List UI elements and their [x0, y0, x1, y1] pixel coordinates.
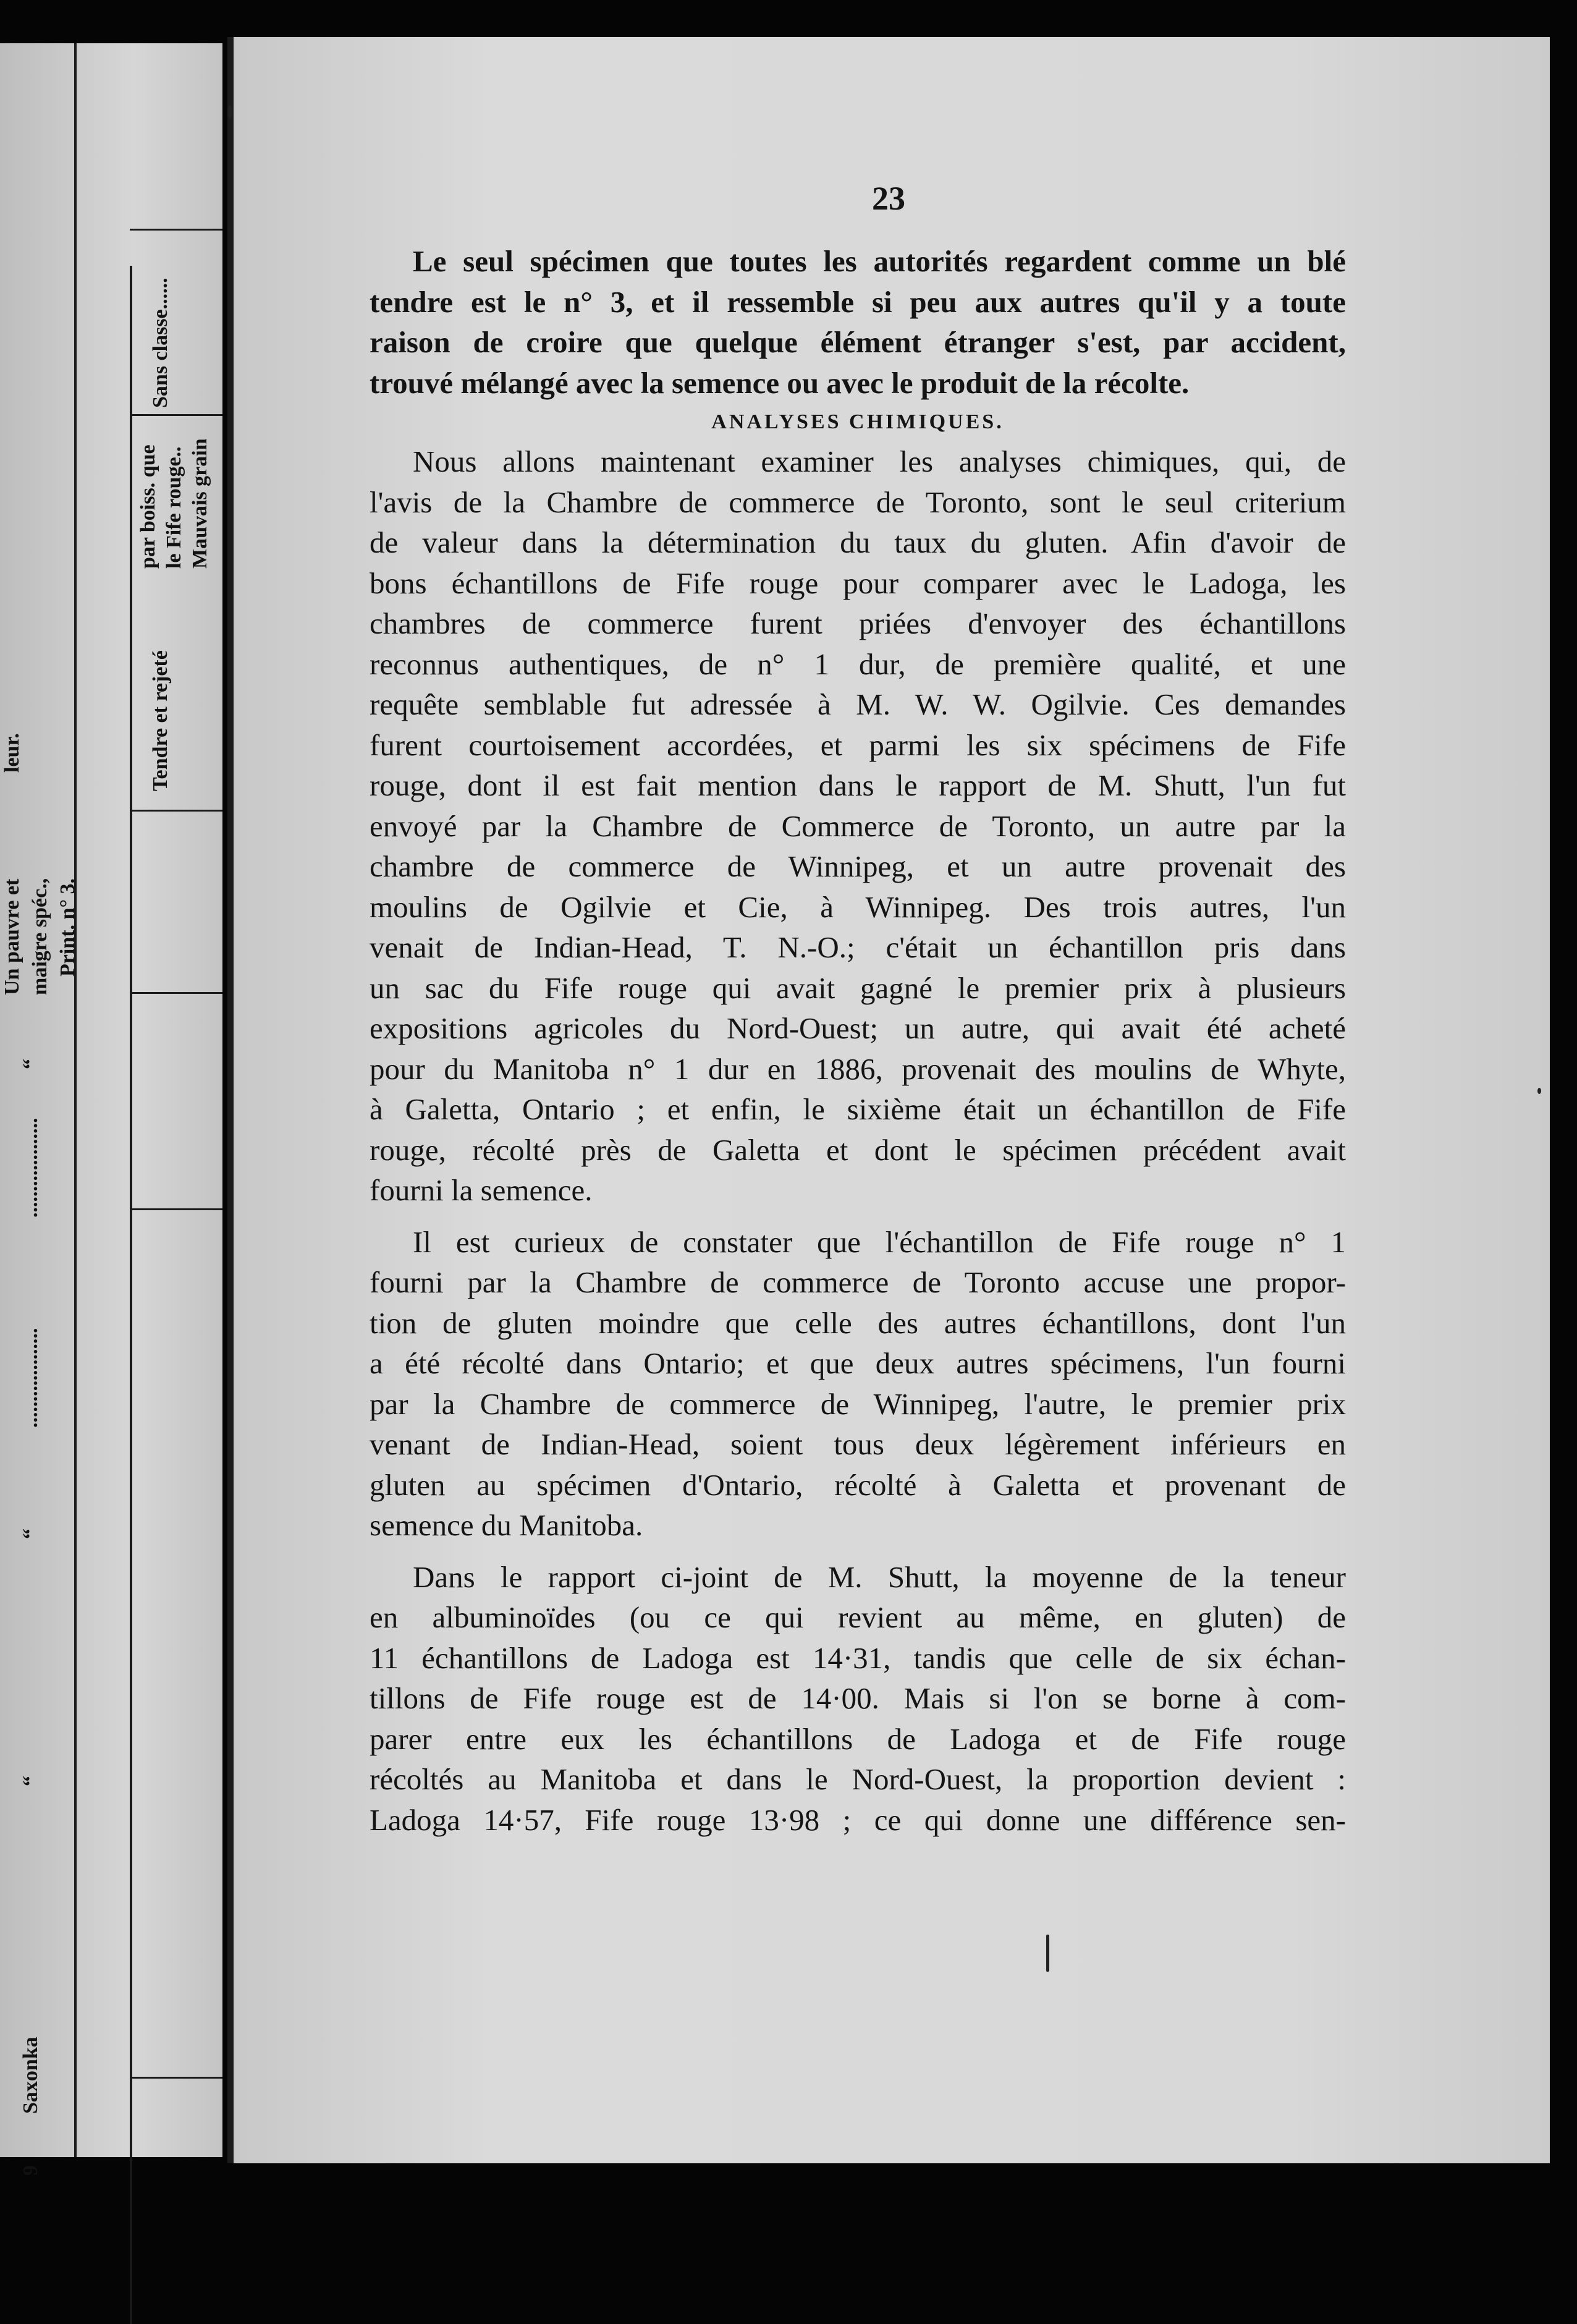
text-line: Ladoga 14·57, Fife rouge 13·98 ; ce qui donne une différence sen-: [370, 1802, 1346, 1837]
text-line: reconnus authentiques, de n° 1 dur, de première qualité, et une: [370, 647, 1346, 681]
table-rule: [130, 229, 222, 231]
dotted-cell: ...................: [19, 1117, 42, 1218]
text-line: moulins de Ogilvie et Cie, à Winnipeg. Des trois autres, l'un: [370, 889, 1346, 924]
text-line: Dans le rapport ci-joint de M. Shutt, la moyenne de la teneur: [413, 1559, 1346, 1594]
cell-text: Un pauvre et: [1, 878, 23, 995]
paragraph-4-cont: [370, 1597, 1346, 1840]
text-line: envoyé par la Chambre de Commerce de Toronto, un autre par la: [370, 808, 1346, 843]
table-rule: [130, 414, 222, 416]
paragraph-2-cont: [370, 482, 1346, 1211]
page-number: 23: [872, 180, 905, 217]
body-text: [370, 241, 1346, 1840]
variety-name: Saxonka: [19, 2037, 42, 2114]
text-line: bons échantillons de Fife rouge pour comparer avec le Ladoga, les: [370, 566, 1346, 600]
text-line: fourni par la Chambre de commerce de Toronto accuse une propor-: [370, 1265, 1346, 1299]
table-rule: [130, 810, 222, 812]
text-line: expositions agricoles du Nord-Ouest; un autre, qui avait été acheté: [370, 1011, 1346, 1045]
page-gutter-edge: [227, 37, 234, 2163]
text-line: rouge, récolté près de Galetta et dont le spécimen précédent avait: [370, 1132, 1346, 1167]
text-line: à Galetta, Ontario ; et enfin, le sixième était un échantillon de Fife: [370, 1092, 1346, 1126]
scan-speck: [1046, 1935, 1049, 1972]
text-line: 11 échantillons de Ladoga est 14·31, tandis que celle de six échan-: [370, 1640, 1346, 1675]
text-line: tion de gluten moindre que celle des autres échantillons, dont l'un: [370, 1305, 1346, 1340]
cell-text: Print. n° 3.: [56, 878, 79, 977]
paragraph-3-cont: [370, 1262, 1346, 1546]
cell-text: Sans classe......: [149, 278, 172, 408]
scan-speck: [1537, 1088, 1541, 1094]
text-line: de valeur dans la détermination du taux du gluten. Afin d'avoir de: [370, 525, 1346, 559]
text-line: semence du Manitoba.: [370, 1508, 643, 1542]
cell-text: leur.: [1, 733, 23, 773]
text-line: gluten au spécimen d'Ontario, récolté à Galetta et provenant de: [370, 1467, 1346, 1502]
text-line: Le seul spécimen que toutes les autorités regardent comme un blé: [413, 244, 1346, 278]
table-rule: [130, 1208, 222, 1210]
text-line: pour du Manitoba n° 1 dur en 1886, provenait des moulins de Whyte,: [370, 1051, 1346, 1086]
paragraph-4: [370, 1557, 1346, 1598]
paragraph-3: [370, 1222, 1346, 1263]
dotted-cell: ...................: [19, 1328, 42, 1428]
text-line: furent courtoisement accordées, et parmi les six spécimens de Fife: [370, 727, 1346, 762]
paragraph-2: [370, 441, 1346, 482]
text-line: venant de Indian-Head, soient tous deux légèrement inférieurs en: [370, 1427, 1346, 1461]
text-line: parer entre eux les échantillons de Ladoga et de Fife rouge: [370, 1721, 1346, 1756]
section-heading: ANALYSES CHIMIQUES.: [711, 410, 1004, 433]
ditto-mark: “: [19, 1059, 42, 1069]
text-line: Nous allons maintenant examiner les analyses chimiques, qui, de: [413, 444, 1346, 478]
cell-text: Tendre et rejeté: [149, 650, 172, 791]
text-line: trouvé mélangé avec la semence ou avec le produit de la récolte.: [370, 365, 1190, 400]
text-page: [227, 37, 1550, 2163]
scan-speck: [227, 105, 232, 119]
text-line: fourni la semence.: [370, 1173, 593, 1207]
row-number: 9: [19, 2165, 42, 2176]
ditto-mark: “: [19, 1776, 42, 1786]
text-line: un sac du Fife rouge qui avait gagné le premier prix à plusieurs: [370, 970, 1346, 1005]
table-rule: [74, 43, 77, 2157]
cell-text: par boiss. que: [137, 444, 159, 569]
text-line: chambre de commerce de Winnipeg, et un autre provenait des: [370, 849, 1346, 883]
text-line: requête semblable fut adressée à M. W. W. Ogilvie. Ces demandes: [370, 687, 1346, 721]
text-line: chambres de commerce furent priées d'envoyer des échantillons: [370, 606, 1346, 640]
text-line: Il est curieux de constater que l'échantillon de Fife rouge n° 1: [413, 1224, 1346, 1259]
cell-text: le Fife rouge..: [163, 446, 185, 569]
table-rule: [130, 266, 132, 2324]
text-line: récoltés au Manitoba et dans le Nord-Ouest, la proportion devient :: [370, 1762, 1346, 1796]
paragraph-1-cont: [370, 282, 1346, 404]
left-facing-page: [0, 43, 222, 2176]
table-rule: [130, 992, 222, 994]
paragraph-1: [370, 241, 1346, 282]
text-line: en albuminoïdes (ou ce qui revient au même, en gluten) de: [370, 1600, 1346, 1634]
text-line: raison de croire que quelque élément étranger s'est, par accident,: [370, 325, 1346, 359]
text-line: par la Chambre de commerce de Winnipeg, l'autre, le premier prix: [370, 1386, 1346, 1421]
text-line: tillons de Fife rouge est de 14·00. Mais si l'on se borne à com-: [370, 1681, 1346, 1715]
text-line: venait de Indian-Head, T. N.-O.; c'était un échantillon pris dans: [370, 930, 1346, 964]
text-line: rouge, dont il est fait mention dans le rapport de M. Shutt, l'un fut: [370, 768, 1346, 802]
table-rule: [130, 2077, 222, 2079]
text-line: a été récolté dans Ontario; et que deux autres spécimens, l'un fourni: [370, 1346, 1346, 1380]
cell-text: maigre spéc.,: [28, 878, 51, 995]
text-line: tendre est le n° 3, et il ressemble si peu aux autres qu'il y a toute: [370, 284, 1346, 319]
ditto-mark: “: [19, 1529, 42, 1539]
text-line: l'avis de la Chambre de commerce de Toronto, sont le seul criterium: [370, 485, 1346, 519]
cell-text: Mauvais grain: [188, 438, 211, 569]
